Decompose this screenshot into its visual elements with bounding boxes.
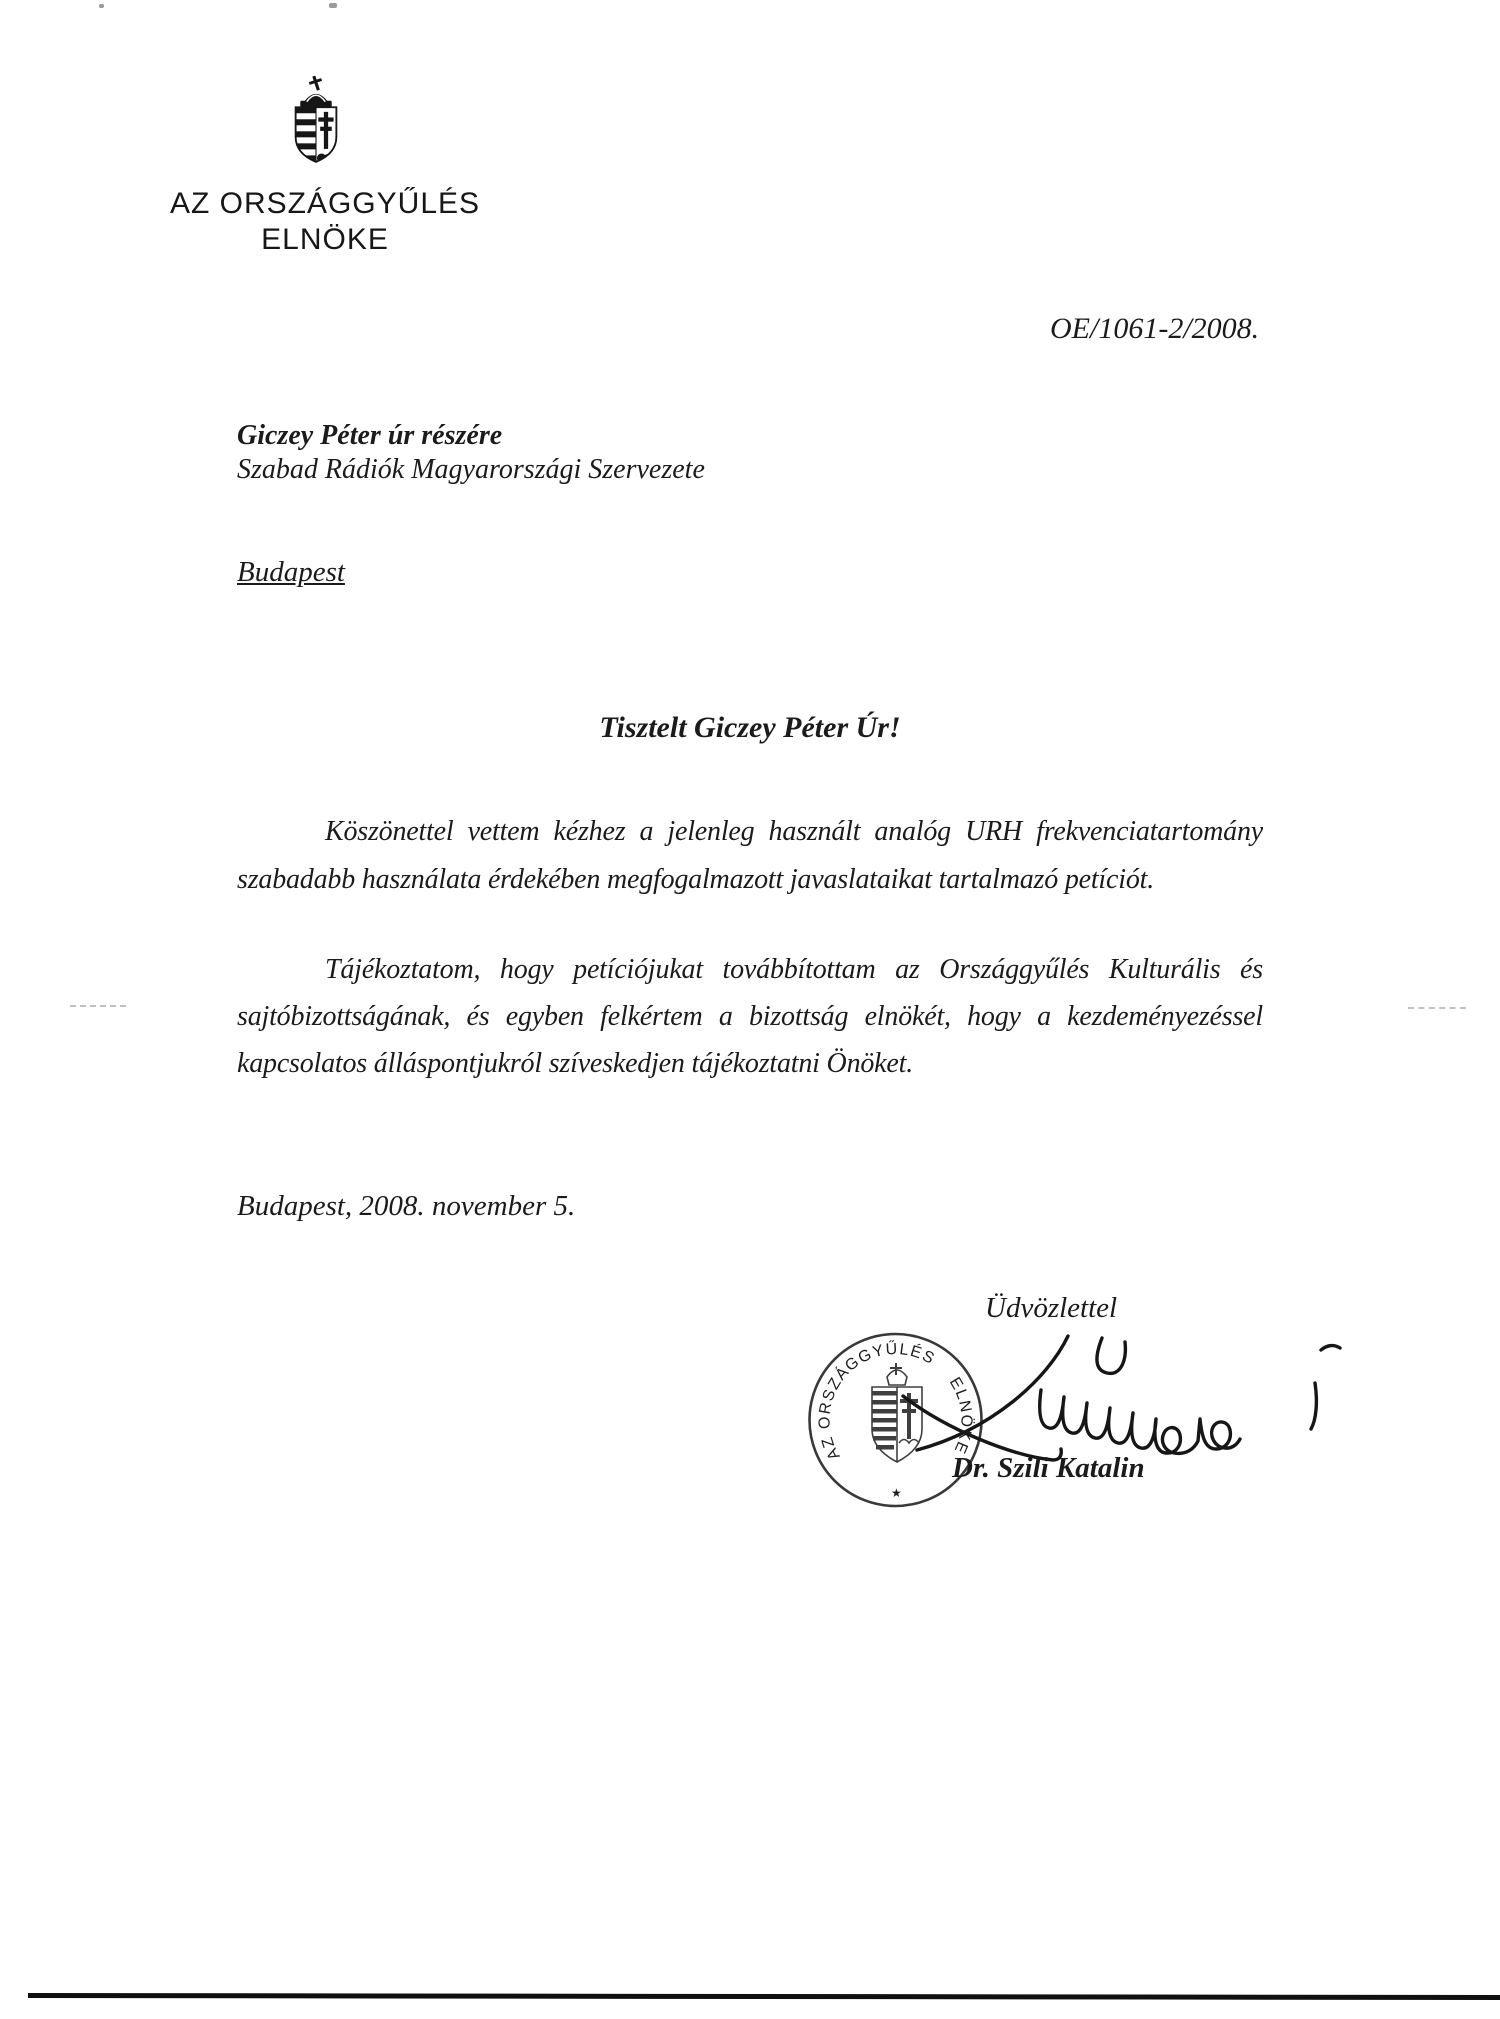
- recipient-organization: Szabad Rádiók Magyarországi Szervezete: [237, 454, 705, 485]
- body-line: kapcsolatos álláspontjukról szíveskedjen tájékoztatni Önöket.: [237, 1048, 914, 1079]
- reference-number: OE/1061-2/2008.: [1050, 312, 1260, 345]
- recipient-city: Budapest: [237, 556, 345, 588]
- stamp-arc-text-1: AZ ORSZÁGGYŰLÉS: [816, 1340, 938, 1463]
- body-line: Köszönettel vettem kézhez a jelenleg használt analóg URH frekvenciatartomány: [325, 816, 1263, 847]
- body-line: Tájékoztatom, hogy petíciójukat továbbítottam az Országgyűlés Kulturális és: [325, 954, 1263, 985]
- scan-dash-artifact: [70, 1005, 126, 1009]
- body-line: szabadabb használata érdekében megfogalmazott javaslataikat tartalmazó petíciót.: [237, 864, 1154, 895]
- scan-edge-line: [28, 1993, 1500, 2000]
- scan-speck: [99, 4, 104, 8]
- recipient-name: Giczey Péter úr részére: [237, 420, 503, 451]
- sender-title-line2: ELNÖKE: [261, 223, 389, 256]
- body-line: sajtóbizottságának, és egyben felkértem a bizottság elnökét, hogy a kezdeményezéssel: [237, 1001, 1263, 1032]
- hungarian-coat-of-arms-icon: [291, 70, 341, 163]
- scan-dash-artifact: [1408, 1007, 1466, 1011]
- stamp-star: ★: [891, 1486, 902, 1500]
- addressee-block: [237, 419, 705, 487]
- sender-block: [165, 186, 485, 258]
- sender-title-line1: AZ ORSZÁGGYŰLÉS: [169, 187, 481, 220]
- dateline: Budapest, 2008. november 5.: [237, 1190, 576, 1222]
- salutation: Tisztelt Giczey Péter Úr!: [599, 711, 901, 744]
- stamp-arc-text-2: ELNÖKE: [945, 1374, 975, 1457]
- valediction: Üdvözlettel: [985, 1292, 1118, 1324]
- scan-speck: [329, 3, 337, 8]
- signer-name: Dr. Szili Katalin: [952, 1452, 1145, 1484]
